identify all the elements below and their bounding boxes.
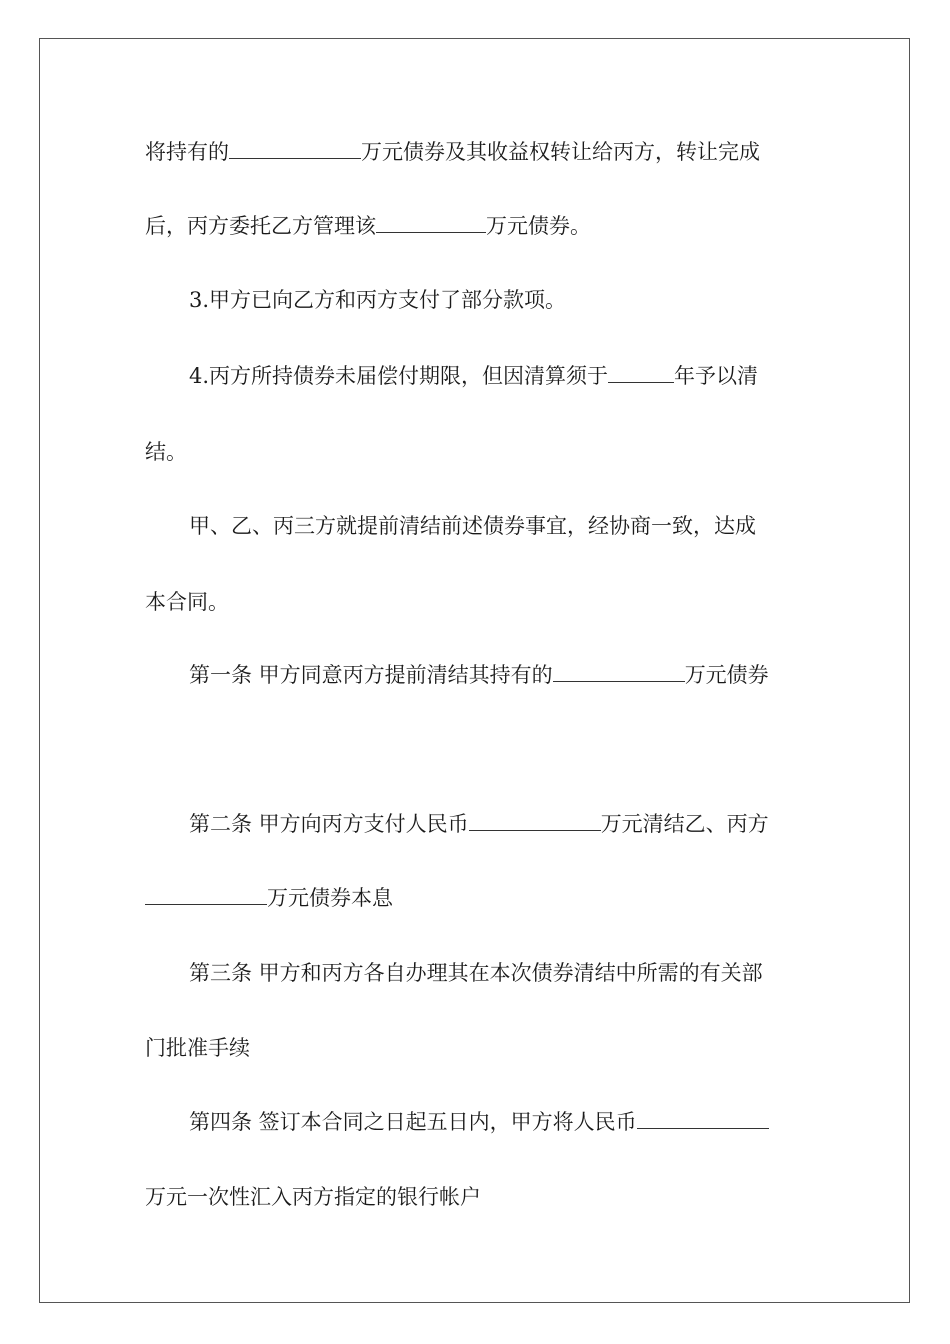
- fill-in-blank: [469, 810, 601, 831]
- text-segment: 将持有的: [145, 140, 229, 164]
- fill-in-blank: [145, 884, 267, 905]
- text-segment: 年予以清: [674, 364, 759, 388]
- paragraph-line: [145, 588, 229, 616]
- text-segment: 4.丙方所持债券未届偿付期限，但因清算须于: [189, 364, 609, 388]
- paragraph-line: [189, 512, 756, 540]
- text-segment: 本合同。: [145, 590, 229, 614]
- text-segment: 3.甲方已向乙方和丙方支付了部分款项。: [189, 288, 567, 312]
- fill-in-blank: [608, 362, 674, 383]
- fill-in-blank: [376, 212, 486, 233]
- text-segment: 第四条 签订本合同之日起五日内，甲方将人民币: [189, 1110, 637, 1134]
- text-segment: 甲、乙、丙三方就提前清结前述债券事宜，经协商一致，达成: [189, 514, 756, 538]
- article-line: [189, 661, 769, 689]
- text-segment: 万元清结乙、丙方: [600, 812, 769, 836]
- text-segment: 万元一次性汇入丙方指定的银行帐户: [145, 1185, 481, 1209]
- paragraph-line: [145, 884, 393, 912]
- text-segment: 结。: [145, 440, 187, 464]
- fill-in-blank: [637, 1108, 769, 1129]
- text-segment: 万元债券本息: [267, 886, 393, 910]
- text-segment: 万元债券: [684, 663, 769, 687]
- text-segment: 万元债券及其收益权转让给丙方，转让完成: [361, 140, 760, 164]
- fill-in-blank: [229, 138, 361, 159]
- paragraph-line: [145, 212, 591, 240]
- text-segment: 万元债券。: [486, 214, 591, 238]
- text-segment: 第三条 甲方和丙方各自办理其在本次债券清结中所需的有关部: [189, 961, 763, 985]
- article-line: [189, 1108, 769, 1136]
- paragraph-line: [145, 1183, 481, 1211]
- text-segment: 第二条 甲方向丙方支付人民币: [189, 812, 469, 836]
- paragraph-line: [145, 1034, 250, 1062]
- text-segment: 后，丙方委托乙方管理该: [145, 214, 376, 238]
- article-line: [189, 959, 763, 987]
- paragraph-line: [189, 362, 758, 390]
- paragraph-line: [145, 138, 760, 166]
- fill-in-blank: [553, 661, 685, 682]
- article-line: [189, 810, 769, 838]
- paragraph-line: [145, 438, 187, 466]
- text-segment: 第一条 甲方同意丙方提前清结其持有的: [189, 663, 553, 687]
- paragraph-line: [189, 286, 566, 314]
- text-segment: 门批准手续: [145, 1036, 250, 1060]
